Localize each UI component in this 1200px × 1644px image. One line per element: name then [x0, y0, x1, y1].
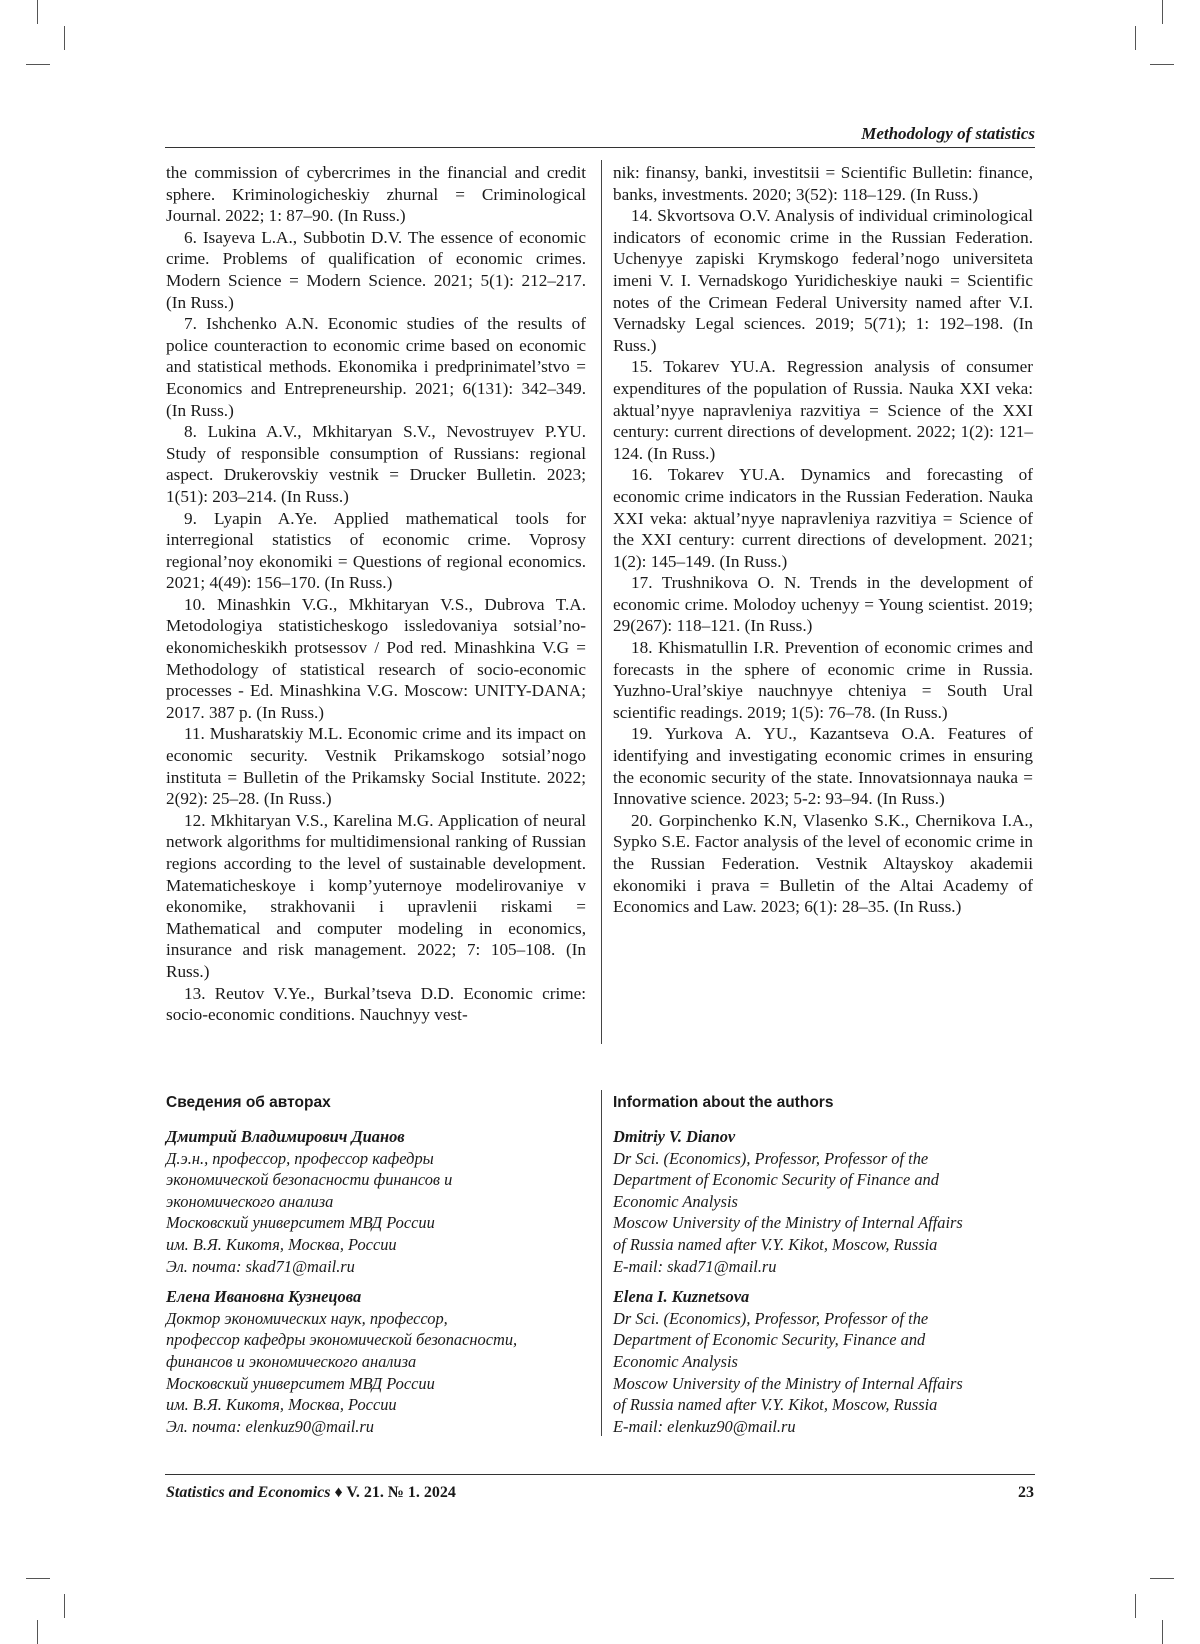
reference-item: 17. Trushnikova O. N. Trends in the development of economic crime. Molodoy uchenyy = Young scientist. 2019; 29(267): 118–121. (In Russ.): [613, 573, 1033, 636]
author-affiliation-line: Dr Sci. (Economics), Professor, Professor of the: [613, 1308, 929, 1328]
author-affiliation-line: E-mail: skad71@mail.ru: [613, 1256, 777, 1276]
reference-item: 14. Skvortsova O.V. Analysis of individual criminological indicators of economic crime in the Russian Federation. Uchenyye zapiski Krymskogo federal’nogo universiteta imeni V. I. Vernadskogo Yuridicheskiye nauki = Scientific notes of the Crimean Federal University named after V.I. Vernadsky Legal sciences. 2019; 5(71); 1: 192–198. (In Russ.): [613, 206, 1033, 355]
crop-mark: [1135, 26, 1136, 50]
author-name: Dmitriy V. Dianov: [613, 1127, 736, 1146]
reference-item: 19. Yurkova A. YU., Kazantseva O.A. Features of identifying and investigating economic crimes in ensuring the economic security of the state. Innovatsionnaya nauka = Innovative science. 2023; 5-2: 93–94. (In Russ.): [613, 724, 1033, 809]
author-entry: [613, 1126, 1033, 1277]
author-affiliation-line: Department of Economic Security of Finance and: [613, 1170, 939, 1190]
header-rule: [165, 147, 1035, 148]
author-affiliation-line: E-mail: elenkuz90@mail.ru: [613, 1416, 796, 1436]
footer-issue: V. 21. № 1. 2024: [346, 1484, 456, 1501]
crop-mark: [1150, 64, 1174, 65]
author-affiliation-line: финансов и экономического анализа: [166, 1351, 417, 1371]
reference-item: 9. Lyapin A.Ye. Applied mathematical tools for interregional statistics of economic crime. Voprosy regional’noy ekonomiki = Questions of regional economics. 2021; 4(49): 156–170. (In Russ.): [166, 508, 586, 593]
author-affiliation-line: Московский университет МВД России: [166, 1213, 435, 1233]
reference-item: 16. Tokarev YU.A. Dynamics and forecasting of economic crime indicators in the Russian Federation. Nauka XXI veka: aktual’nyye napravleniya razvitiya = Science of the XXI century: current directions of development. 2021; 1(2): 145–149. (In Russ.): [613, 465, 1033, 571]
references-right-column: [613, 162, 1033, 918]
reference-continuation: nik: finansy, banki, investitsii = Scientific Bulletin: finance, banks, investments. 2020; 3(52): 118–129. (In Russ.): [613, 163, 1033, 204]
column-divider: [601, 160, 602, 1044]
author-entry: [613, 1286, 1033, 1437]
reference-item: 11. Musharatskiy M.L. Economic crime and its impact on economic security. Vestnik Prikamskogo sotsial’nogo instituta = Bulletin of the Prikamsky Social Institute. 2022; 2(92): 25–28. (In Russ.): [166, 724, 586, 809]
author-affiliation-line: Dr Sci. (Economics), Professor, Professor of the: [613, 1148, 929, 1168]
reference-item: 15. Tokarev YU.A. Regression analysis of consumer expenditures of the population of Russia. Nauka XXI veka: aktual’nyye napravleniya razvitiya = Science of the XXI century: current directions of development. 2022; 1(2): 121–124. (In Russ.): [613, 357, 1033, 463]
authors-heading-en: Information about the authors: [613, 1094, 834, 1111]
footer-rule: [165, 1474, 1035, 1475]
author-affiliation-line: Moscow University of the Ministry of Internal Affairs: [613, 1373, 963, 1393]
authors-column-divider: [601, 1090, 602, 1436]
author-affiliation-line: экономической безопасности финансов и: [166, 1170, 453, 1190]
author-affiliation-line: Эл. почта: skad71@mail.ru: [166, 1256, 355, 1276]
page-number: 23: [1018, 1484, 1034, 1501]
reference-item: 13. Reutov V.Ye., Burkal’tseva D.D. Economic crime: socio-economic conditions. Nauchnyy vest-: [166, 983, 586, 1025]
references-left-column: [166, 162, 586, 1026]
author-affiliation-line: Economic Analysis: [613, 1191, 738, 1211]
reference-item: 10. Minashkin V.G., Mkhitaryan V.S., Dubrova T.A. Metodologiya statisticheskogo issledovaniya sotsial’no-ekonomicheskikh protsessov / Pod red. Minashkina V.G = Methodology of statistical research of socio-economic processes - Ed. Minashkina V.G. Moscow: UNITY-DANA; 2017. 387 p. (In Russ.): [166, 594, 586, 722]
author-entry: [166, 1126, 586, 1277]
reference-item: 12. Mkhitaryan V.S., Karelina M.G. Application of neural network algorithms for multidimensional ranking of Russian regions according to the level of sustainable development. Matematicheskoye i komp’yuternoye modelirovaniye v ekonomike, strakhovanii i upravlenii riskami = Mathematical and computer modeling in economics, insurance and risk management. 2022; 7: 105–108. (In Russ.): [166, 810, 586, 981]
author-affiliation-line: экономического анализа: [166, 1191, 334, 1211]
author-entry: [166, 1286, 586, 1437]
author-affiliation-line: of Russia named after V.Y. Kikot, Moscow, Russia: [613, 1234, 938, 1254]
crop-mark: [1162, 0, 1163, 24]
author-name: Елена Ивановна Кузнецова: [166, 1287, 362, 1307]
running-footer: [166, 1484, 1034, 1502]
author-affiliation-line: Moscow University of the Ministry of Internal Affairs: [613, 1213, 963, 1233]
author-affiliation-line: Economic Analysis: [613, 1351, 738, 1371]
author-name: Дмитрий Владимирович Дианов: [166, 1127, 405, 1146]
authors-ru-block: [166, 1126, 586, 1446]
reference-item: 20. Gorpinchenko K.N, Vlasenko S.K., Chernikova I.A., Sypko S.E. Factor analysis of the level of economic crime in the Russian Federation. Vestnik Altayskoy akademii ekonomiki i prava = Bulletin of the Altai Academy of Economics and Law. 2023; 6(1): 28–35. (In Russ.): [613, 810, 1033, 917]
author-affiliation-line: of Russia named after V.Y. Kikot, Moscow, Russia: [613, 1395, 938, 1415]
crop-mark: [64, 1594, 65, 1618]
footer-journal-title: Statistics and Economics: [166, 1484, 331, 1501]
author-affiliation-line: им. В.Я. Кикотя, Москва, России: [166, 1395, 397, 1415]
running-header-section-title: Methodology of statistics: [861, 124, 1035, 143]
footer-separator-diamond: ♦: [334, 1484, 343, 1501]
author-affiliation-line: Д.э.н., профессор, профессор кафедры: [166, 1148, 434, 1168]
authors-heading-ru: Сведения об авторах: [166, 1094, 331, 1111]
author-affiliation-line: им. В.Я. Кикотя, Москва, России: [166, 1234, 397, 1254]
crop-mark: [1135, 1594, 1136, 1618]
reference-item: 7. Ishchenko A.N. Economic studies of the results of police counteraction to economic crime based on economic and statistical methods. Ekonomika i predprinimatel’stvo = Economics and Entrepreneurship. 2021; 6(131): 342–349. (In Russ.): [166, 314, 586, 420]
reference-item: 8. Lukina A.V., Mkhitaryan S.V., Nevostruyev P.YU. Study of responsible consumption of Russians: regional aspect. Drukerovskiy vestnik = Drucker Bulletin. 2023; 1(51): 203–214. (In Russ.): [166, 422, 586, 506]
author-affiliation-line: Московский университет МВД России: [166, 1373, 435, 1393]
crop-mark: [26, 1578, 50, 1579]
author-name: Elena I. Kuznetsova: [613, 1287, 750, 1307]
crop-mark: [1150, 1578, 1174, 1579]
author-affiliation-line: профессор кафедры экономической безопасности,: [166, 1330, 518, 1350]
reference-continuation: the commission of cybercrimes in the financial and credit sphere. Kriminologicheskiy zhurnal = Criminological Journal. 2022; 1: 87–90. (In Russ.): [166, 163, 586, 226]
author-affiliation-line: Эл. почта: elenkuz90@mail.ru: [166, 1416, 374, 1436]
reference-item: 18. Khismatullin I.R. Prevention of economic crimes and forecasts in the sphere of economic crime in Russia. Yuzhno-Ural’skiye nauchnyye chteniya = South Ural scientific readings. 2019; 1(5): 76–78. (In Russ.): [613, 638, 1033, 722]
crop-mark: [1162, 1620, 1163, 1644]
author-affiliation-line: Department of Economic Security, Finance and: [613, 1330, 926, 1350]
author-affiliation-line: Доктор экономических наук, профессор,: [166, 1308, 448, 1328]
crop-mark: [37, 0, 38, 24]
crop-mark: [37, 1620, 38, 1644]
crop-mark: [64, 26, 65, 50]
reference-item: 6. Isayeva L.A., Subbotin D.V. The essence of economic crime. Problems of qualification of economic crimes. Modern Science = Modern Science. 2021; 5(1): 212–217. (In Russ.): [166, 227, 586, 312]
authors-en-block: [613, 1126, 1033, 1446]
crop-mark: [26, 64, 50, 65]
